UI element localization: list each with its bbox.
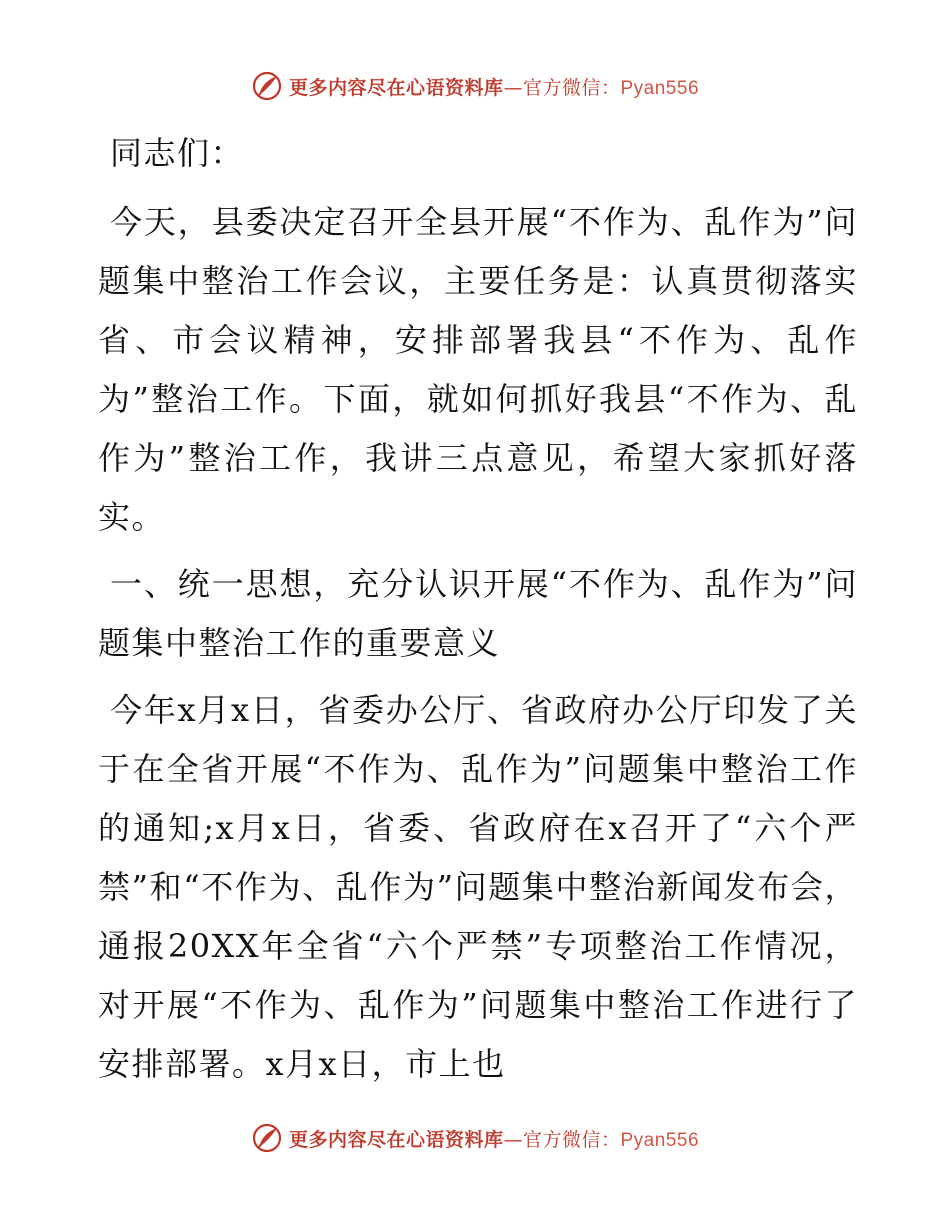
paragraph-intro: 今天，县委决定召开全县开展“不作为、乱作为”问题集中整治工作会议，主要任务是：认真贯彻落实省、市会议精神，安排部署我县“不作为、乱作为”整治工作。下面，就如何抓好我县“不作为、乱作为”整治工作，我讲三点意见，希望大家抓好落实。 bbox=[98, 203, 858, 536]
document-body bbox=[98, 124, 858, 1102]
watermark-wechat-id: Pyan556 bbox=[620, 1129, 700, 1151]
watermark-text bbox=[289, 73, 699, 100]
watermark-dash: — bbox=[503, 1128, 523, 1151]
greeting: 同志们： bbox=[110, 134, 245, 172]
watermark-site: 更多内容尽在心语资料库 bbox=[288, 1128, 504, 1151]
watermark-dash: — bbox=[503, 76, 523, 99]
watermark-banner-bottom bbox=[0, 1122, 950, 1154]
section-heading-1: 一、统一思想，充分认识开展“不作为、乱作为”问题集中整治工作的重要意义 bbox=[98, 565, 858, 662]
watermark-site: 更多内容尽在心语资料库 bbox=[288, 76, 504, 99]
quill-logo-icon bbox=[251, 70, 283, 102]
watermark-banner-top bbox=[0, 70, 950, 102]
watermark-wechat-label: 官方微信： bbox=[522, 1128, 621, 1151]
quill-logo-icon bbox=[251, 1122, 283, 1154]
watermark-text bbox=[289, 1125, 699, 1152]
watermark-wechat-label: 官方微信： bbox=[522, 76, 621, 99]
paragraph-section-1: 今年x月x日，省委办公厅、省政府办公厅印发了关于在全省开展“不作为、乱作为”问题集中整治工作的通知;x月x日，省委、省政府在x召开了“六个严禁”和“不作为、乱作为”问题集中整治新闻发布会，通报20XX年全省“六个严禁”专项整治工作情况，对开展“不作为、乱作为”问题集中整治工作进行了安排部署。x月x日，市上也 bbox=[98, 691, 858, 1083]
watermark-wechat-id: Pyan556 bbox=[620, 77, 700, 99]
